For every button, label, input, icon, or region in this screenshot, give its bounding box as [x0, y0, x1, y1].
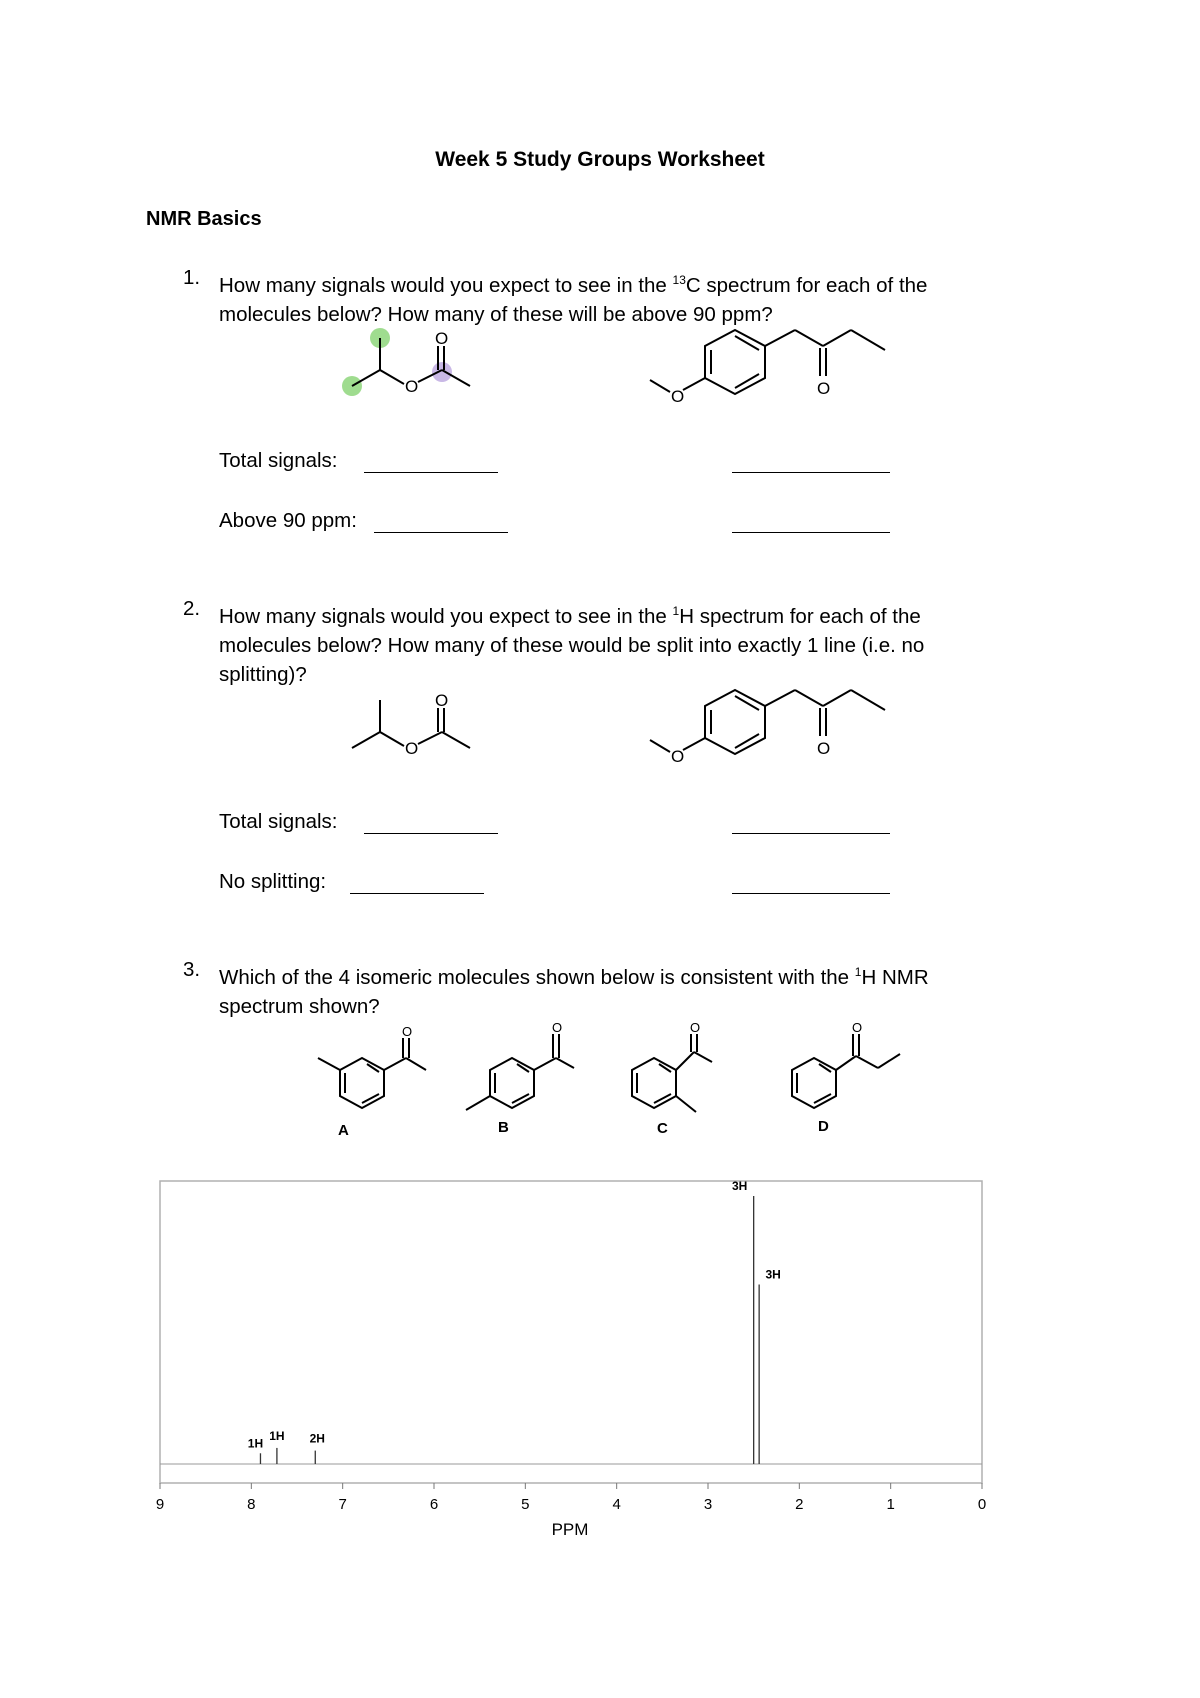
x-tick-label: 7: [338, 1496, 347, 1513]
highlight-carbonyl: [432, 362, 452, 382]
isomer-label-d: D: [818, 1118, 829, 1135]
peak-integration-label: 1H: [269, 1428, 285, 1443]
q3-isomer-structures: [290, 1022, 930, 1150]
isomer-label-a: A: [338, 1122, 349, 1139]
q3-sup: 1: [854, 965, 862, 979]
q3-line2: spectrum shown?: [219, 994, 380, 1018]
x-axis-label: PPM: [551, 1520, 589, 1539]
q2-molecule-isopropyl-acetate: [330, 682, 480, 767]
oxygen-label: O: [435, 329, 449, 348]
isomer-b-structure: [466, 1034, 574, 1110]
q2-nosplit-blank-2[interactable]: [732, 893, 890, 894]
isomer-a-structure: [318, 1038, 426, 1108]
q2-nosplit-label: No splitting:: [219, 870, 327, 893]
x-tick-label: 9: [155, 1496, 165, 1513]
q1-above-label: Above 90 ppm:: [219, 509, 357, 532]
q1-line1-a: How many signals would you expect to see in the: [219, 273, 673, 297]
q2-line1-b: H spectrum for each of the: [679, 604, 921, 628]
isomer-label-c: C: [657, 1120, 668, 1137]
oxygen-label: O: [405, 739, 419, 758]
q1-total-blank-1[interactable]: [364, 472, 498, 473]
oxygen-label: O: [402, 1024, 413, 1039]
q1-number: 1.: [183, 266, 201, 289]
x-tick-label: 1: [886, 1496, 895, 1513]
oxygen-label: O: [817, 739, 831, 758]
nmr-spectrum-chart: [150, 1168, 1000, 1548]
oxygen-label: O: [817, 379, 831, 398]
q1-molecule-methoxyphenyl-butanone: [645, 318, 895, 413]
q2-sup: 1: [672, 604, 680, 618]
q3-line1-b: H NMR: [861, 965, 929, 989]
isomer-d-structure: [792, 1034, 900, 1108]
isomer-c-structure: [632, 1034, 712, 1112]
q2-text: [219, 597, 1009, 689]
q2-total-blank-1[interactable]: [364, 833, 498, 834]
x-tick-label: 2: [795, 1496, 804, 1513]
q3-line1-a: Which of the 4 isomeric molecules shown below is consistent with the: [219, 965, 855, 989]
q3-number: 3.: [183, 958, 201, 981]
oxygen-label: O: [690, 1022, 701, 1035]
q2-total-blank-2[interactable]: [732, 833, 890, 834]
q1-above-blank-2[interactable]: [732, 532, 890, 533]
oxygen-label: O: [671, 387, 685, 406]
oxygen-label: O: [671, 747, 685, 766]
peak-integration-label: 2H: [309, 1431, 325, 1446]
q1-sup: 13: [672, 273, 686, 287]
q2-line1-a: How many signals would you expect to see in the: [219, 604, 673, 628]
q1-line2: molecules below? How many of these will be above 90 ppm?: [219, 302, 773, 326]
oxygen-label: O: [852, 1022, 863, 1035]
oxygen-label: O: [552, 1022, 563, 1035]
q1-total-label: Total signals:: [219, 449, 338, 472]
q2-molecule-methoxyphenyl-butanone: [645, 678, 895, 773]
q2-line3: splitting)?: [219, 662, 307, 686]
x-tick-label: 3: [703, 1496, 713, 1513]
oxygen-label: O: [435, 691, 449, 710]
peak-integration-label: 3H: [731, 1179, 748, 1193]
x-tick-label: 6: [429, 1496, 439, 1513]
x-tick-label: 4: [612, 1496, 621, 1513]
q1-total-blank-2[interactable]: [732, 472, 890, 473]
x-tick-label: 5: [521, 1496, 530, 1513]
x-tick-label: 8: [247, 1496, 256, 1513]
q2-total-label: Total signals:: [219, 810, 338, 833]
q2-line2: molecules below? How many of these would be split into exactly 1 line (i.e. no: [219, 633, 925, 657]
section-heading: NMR Basics: [146, 208, 262, 230]
peak-integration-label: 1H: [247, 1436, 264, 1451]
x-tick-label: 0: [977, 1496, 987, 1513]
q1-molecule-isopropyl-acetate: [330, 320, 480, 405]
q3-text: [219, 958, 1019, 1021]
oxygen-label: O: [405, 377, 419, 396]
isomer-label-b: B: [498, 1119, 509, 1136]
q1-line1-b: C spectrum for each of the: [685, 273, 928, 297]
page-title: Week 5 Study Groups Worksheet: [435, 148, 765, 171]
q2-number: 2.: [183, 597, 201, 620]
q1-above-blank-1[interactable]: [374, 532, 508, 533]
q2-nosplit-blank-1[interactable]: [350, 893, 484, 894]
peak-integration-label: 3H: [765, 1267, 781, 1282]
